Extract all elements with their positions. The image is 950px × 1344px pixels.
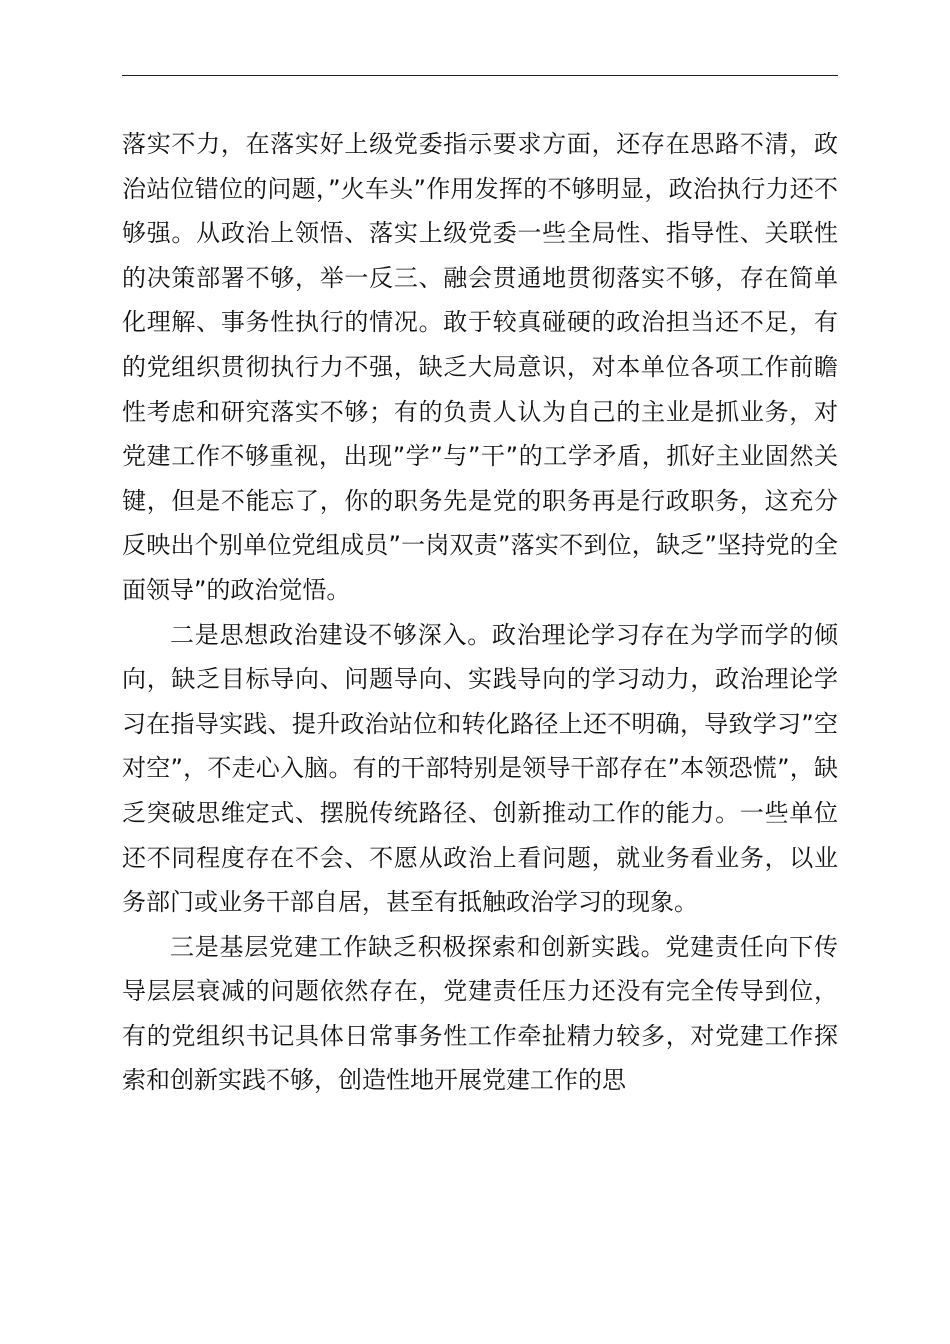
paragraph-grassroots-party-building: 三是基层党建工作缺乏积极探索和创新实践。党建责任向下传导层层衰减的问题依然存在，党建责任压力还没有完全传导到位，有的党组织书记具体日常事务性工作牵扯精力较多，对党建工作探索和创新实践不够，创造性地开展党建工作的思 — [122, 932, 838, 1095]
body-text — [122, 122, 838, 1103]
paragraph-continuation: 落实不力，在落实好上级党委指示要求方面，还存在思路不清，政治站位错位的问题，”火车头”作用发挥的不够明显，政治执行力还不够强。从政治上领悟、落实上级党委一些全局性、指导性、关联性的决策部署不够，举一反三、融会贯通地贯彻落实不够，存在简单化理解、事务性执行的情况。敢于较真碰硬的政治担当还不足，有的党组织贯彻执行力不强，缺乏大局意识，对本单位各项工作前瞻性考虑和研究落实不够；有的负责人认为自己的主业是抓业务，对党建工作不够重视，出现”学”与”干”的工学矛盾，抓好主业固然关键，但是不能忘了，你的职务先是党的职务再是行政职务，这充分反映出个别单位党组成员”一岗双责”落实不到位，缺乏”坚持党的全面领导”的政治觉悟。 — [122, 130, 838, 604]
paragraph-ideological-construction: 二是思想政治建设不够深入。政治理论学习存在为学而学的倾向，缺乏目标导向、问题导向、实践导向的学习动力，政治理论学习在指导实践、提升政治站位和转化路径上还不明确，导致学习”空对空”，不走心入脑。有的干部特别是领导干部存在”本领恐慌”，缺乏突破思维定式、摆脱传统路径、创新推动工作的能力。一些单位还不同程度存在不会、不愿从政治上看问题，就业务看业务，以业务部门或业务干部自居，甚至有抵触政治学习的现象。 — [122, 620, 838, 917]
header-rule — [122, 75, 838, 76]
